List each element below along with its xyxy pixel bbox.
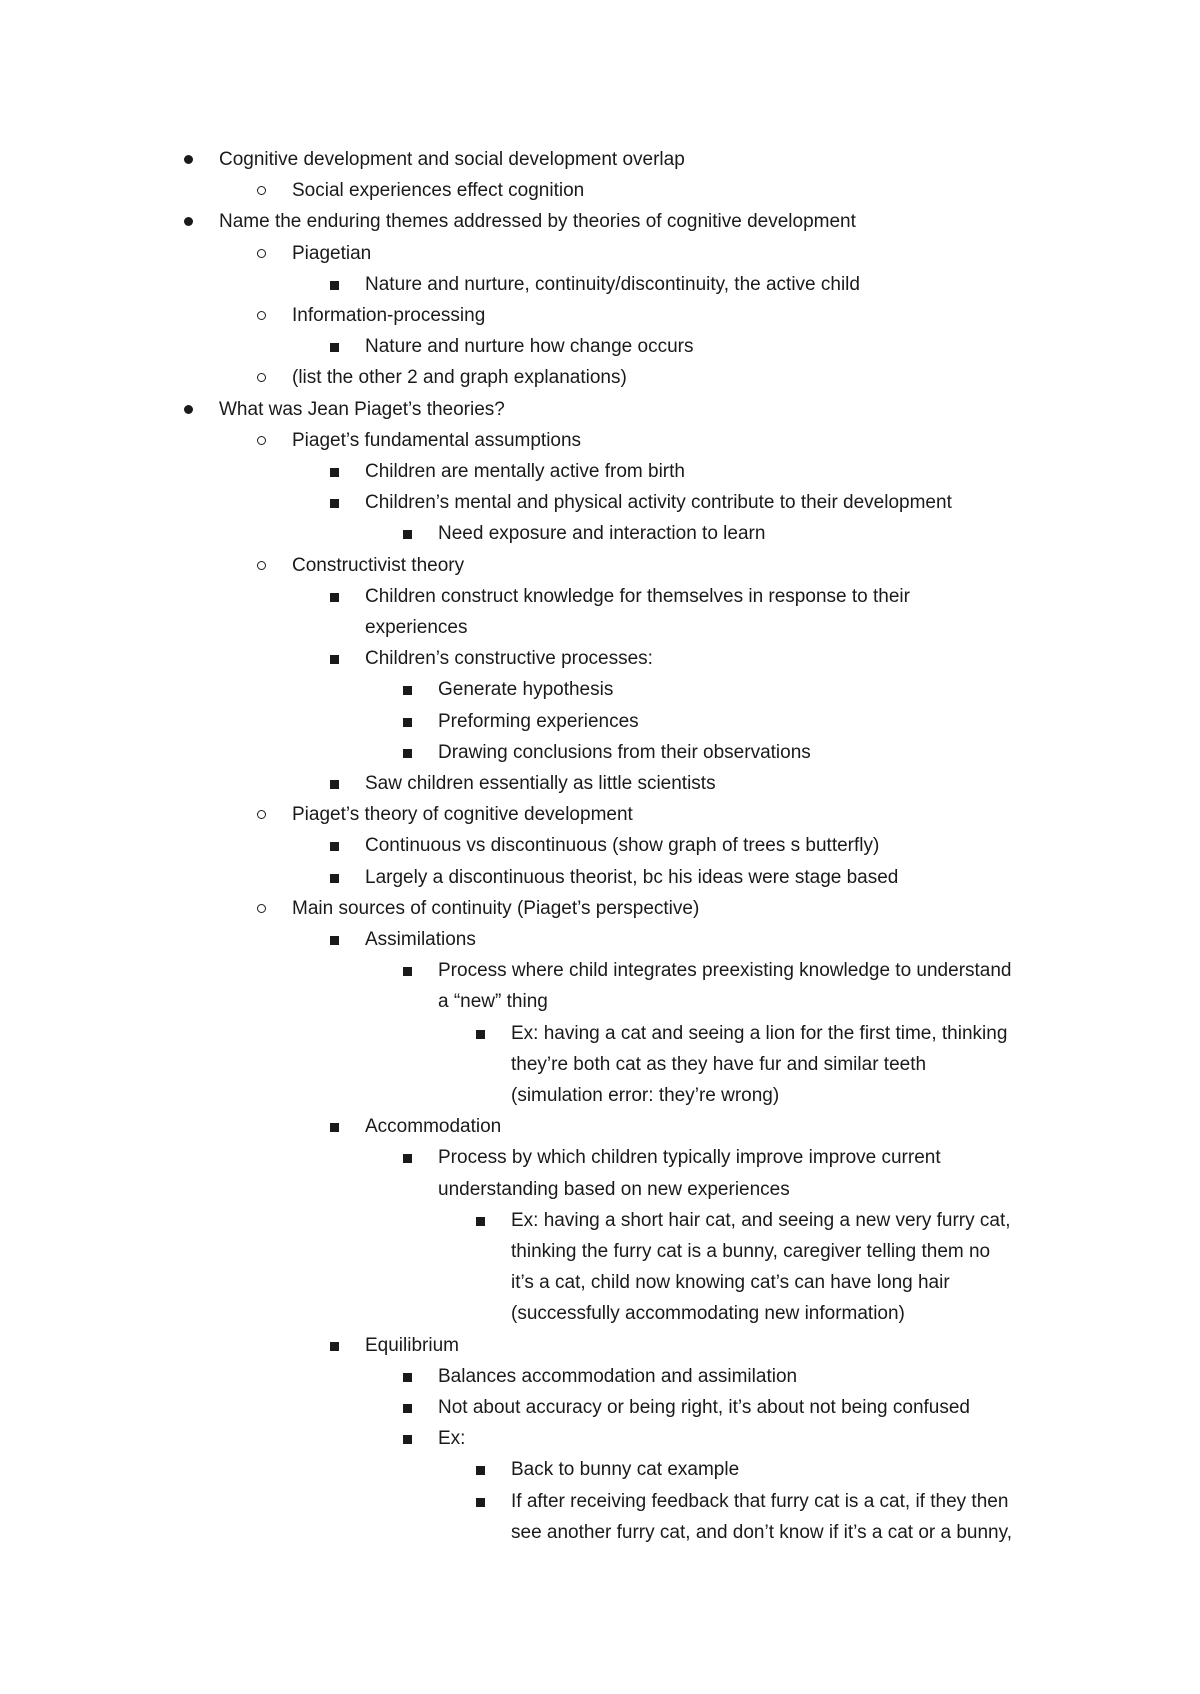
outline-text: Ex: [438,1428,466,1450]
outline-text: they’re both cat as they have fur and similar teeth [511,1053,927,1075]
bullet-icon [328,456,342,487]
outline-text: Information-processing [292,305,486,326]
bullet-icon [255,362,269,393]
outline-text: Nature and nurture, continuity/discontinuity, the active child [365,273,860,295]
bullet-icon [401,1142,415,1173]
outline-text: (simulation error: they’re wrong) [511,1085,780,1106]
outline-text: Accommodation [365,1116,502,1138]
outline-text: Continuous vs discontinuous (show graph of trees s butterfly) [365,835,880,857]
bullet-icon [401,737,415,768]
outline-text: Social experiences effect cognition [292,180,585,202]
outline-text: Nature and nurture how change occurs [365,336,694,358]
outline-text: (successfully accommodating new information) [511,1303,905,1325]
outline-text: Back to bunny cat example [511,1459,740,1481]
bullet-icon [328,1111,342,1142]
bullet-icon [401,1423,415,1454]
bullet-icon [401,1361,415,1392]
bullet-icon [328,269,342,300]
outline-text: What was Jean Piaget’s theories? [219,398,505,420]
bullet-icon [182,394,196,425]
outline-text: thinking the furry cat is a bunny, caregiver telling them no [511,1241,991,1262]
bullet-icon [328,643,342,674]
bullet-icon [328,1330,342,1361]
outline-text: (list the other 2 and graph explanations) [292,367,627,389]
outline-text: experiences [365,617,468,638]
outline-text: If after receiving feedback that furry cat is a cat, if they then [511,1490,1009,1512]
outline-text: Piagetian [292,242,372,264]
outline-text: Balances accommodation and assimilation [438,1365,798,1387]
bullet-icon [474,1205,488,1236]
bullet-icon [182,206,196,237]
bullet-icon [401,674,415,705]
outline-text: Process where child integrates preexisting knowledge to understand [438,960,1012,982]
bullet-icon [474,1454,488,1485]
outline-text: Drawing conclusions from their observations [438,741,811,763]
outline-text: Ex: having a short hair cat, and seeing a new very furry cat, [511,1209,1011,1231]
bullet-icon [328,768,342,799]
outline-text: Children’s constructive processes: [365,648,653,670]
bullet-icon [255,300,269,331]
bullet-icon [474,1018,488,1049]
outline-text: Preforming experiences [438,710,639,732]
bullet-icon [328,581,342,612]
bullet-icon [328,830,342,861]
bullet-icon [328,924,342,955]
bullet-icon [255,425,269,456]
outline-text: Constructivist theory [292,554,465,576]
bullet-icon [182,144,196,175]
outline-text: see another furry cat, and don’t know if it’s a cat or a bunny, [511,1521,1012,1543]
bullet-icon [255,175,269,206]
outline-text: Children construct knowledge for themselves in response to their [365,585,910,607]
bullet-icon [401,955,415,986]
outline-text: understanding based on new experiences [438,1178,790,1200]
outline-text: Children’s mental and physical activity contribute to their development [365,492,952,514]
outline-text: Ex: having a cat and seeing a lion for the first time, thinking [511,1022,1008,1044]
bullet-icon [328,487,342,518]
bullet-icon [401,518,415,549]
bullet-icon [328,331,342,362]
outline-text: Cognitive development and social development overlap [219,149,685,170]
bullet-icon [255,799,269,830]
bullet-icon [255,893,269,924]
bullet-icon [474,1486,488,1517]
outline-text: Need exposure and interaction to learn [438,523,766,545]
outline-text: a “new” thing [438,991,548,1013]
outline-text: Name the enduring themes addressed by theories of cognitive development [219,211,856,233]
bullet-icon [401,706,415,737]
outline-text: Piaget’s theory of cognitive development [292,804,633,826]
outline-text: Largely a discontinuous theorist, bc his ideas were stage based [365,866,899,888]
outline-text: Assimilations [365,929,476,950]
bullet-icon [328,862,342,893]
outline-text: it’s a cat, child now knowing cat’s can have long hair [511,1272,950,1294]
bullet-icon [255,550,269,581]
outline-text: Equilibrium [365,1334,459,1356]
bullet-icon [255,238,269,269]
bullet-icon [401,1392,415,1423]
outline-text: Saw children essentially as little scientists [365,773,716,794]
outline-text: Not about accuracy or being right, it’s about not being confused [438,1397,970,1418]
outline-text: Generate hypothesis [438,679,614,701]
outline-text: Main sources of continuity (Piaget’s perspective) [292,897,700,919]
outline-text: Process by which children typically improve improve current [438,1147,941,1169]
outline-text: Piaget’s fundamental assumptions [292,429,582,451]
outline-text: Children are mentally active from birth [365,461,685,482]
